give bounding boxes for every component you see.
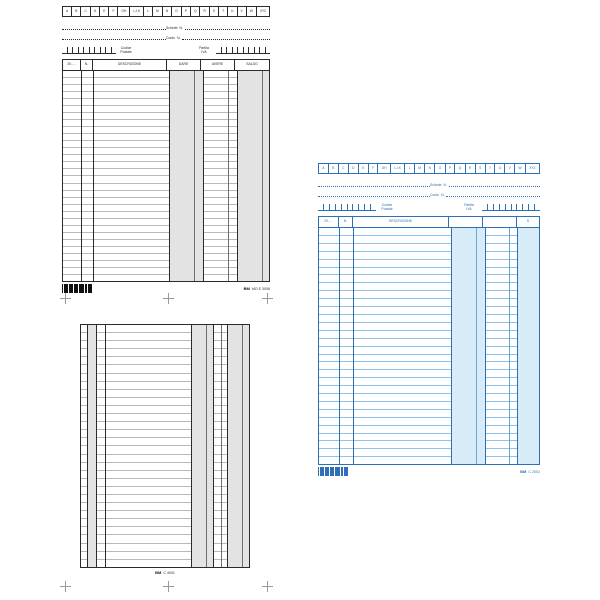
alpha-tab[interactable]: N — [425, 164, 435, 173]
alpha-tab[interactable]: B — [329, 164, 339, 173]
col-rule-8 — [227, 325, 228, 567]
col-rule-6 — [213, 325, 214, 567]
table-row — [81, 519, 249, 527]
table-row — [319, 386, 539, 394]
table-row — [319, 252, 539, 260]
registration-mark — [60, 293, 71, 304]
col-rule-dare-cents — [194, 71, 195, 281]
alpha-tab[interactable]: S — [476, 164, 486, 173]
partita-label: Partita — [464, 203, 474, 207]
table-row — [319, 362, 539, 370]
registration-mark — [262, 581, 273, 592]
conto-number-field[interactable] — [446, 190, 540, 197]
alpha-tab[interactable]: D — [349, 164, 359, 173]
table-row — [81, 390, 249, 398]
schede-blank[interactable] — [318, 180, 430, 187]
col-header-avere: AVERE — [201, 60, 235, 70]
barcode — [62, 284, 93, 293]
partita-iva-boxes[interactable] — [482, 204, 540, 211]
ledger-grid[interactable] — [318, 227, 540, 465]
table-row — [319, 394, 539, 402]
table-row — [319, 449, 539, 457]
table-row — [319, 307, 539, 315]
schede-number-label: N. — [443, 183, 447, 187]
col-header-n: N. — [339, 217, 353, 227]
schede-label: Schede — [166, 26, 178, 30]
conto-number-label: N. — [177, 36, 181, 40]
table-row — [319, 299, 539, 307]
alpha-tab[interactable]: Q — [191, 7, 201, 16]
ledger-header — [62, 59, 270, 70]
table-row — [81, 349, 249, 357]
table-row — [319, 339, 539, 347]
col-header-descrizione: DESCRIZIONE — [353, 217, 449, 227]
table-row — [319, 441, 539, 449]
conto-label: Conto — [166, 36, 176, 40]
table-row — [319, 323, 539, 331]
conto-blank[interactable] — [318, 190, 430, 197]
schede-number-field[interactable] — [449, 180, 540, 187]
schede-blank[interactable] — [62, 23, 166, 30]
alpha-tab[interactable]: Q — [455, 164, 465, 173]
col-header-saldo: SALDO — [246, 62, 258, 67]
table-row — [319, 228, 539, 236]
alpha-tab[interactable]: F — [109, 7, 118, 16]
alpha-tab[interactable]: E — [100, 7, 109, 16]
table-row — [81, 422, 249, 430]
col-header-avere — [483, 217, 517, 227]
col-rule-n — [93, 71, 94, 281]
table-row — [81, 560, 249, 567]
alpha-tab[interactable]: R — [466, 164, 476, 173]
alpha-tab[interactable]: O — [172, 7, 182, 16]
postale-label: Postale — [120, 50, 132, 54]
table-row — [81, 438, 249, 446]
ledger-grid[interactable] — [62, 70, 270, 282]
col-rule-dare — [203, 71, 204, 281]
ledger-rows — [81, 325, 249, 567]
product-code: C 4001 — [163, 570, 175, 575]
table-row — [319, 402, 539, 410]
table-row — [319, 275, 539, 283]
alpha-tab[interactable]: GH — [118, 7, 130, 16]
alpha-tab[interactable]: R — [200, 7, 209, 16]
conto-number-label: N. — [441, 193, 445, 197]
alphabet-index-bar — [318, 163, 540, 174]
alpha-tab[interactable]: P — [446, 164, 456, 173]
schede-number-label: N. — [179, 26, 183, 30]
alphabet-index-bar — [62, 6, 270, 17]
partita-label: Partita — [199, 46, 209, 50]
brand-logo: BM — [243, 286, 250, 291]
table-row — [319, 291, 539, 299]
table-row — [81, 511, 249, 519]
dare-column-shade — [169, 71, 203, 281]
table-row — [81, 325, 249, 333]
money-column-shade-1 — [191, 325, 213, 567]
table-row — [81, 495, 249, 503]
alpha-tab[interactable]: C — [339, 164, 349, 173]
table-row — [319, 244, 539, 252]
codice-label: Codice — [120, 46, 132, 50]
codice-postale-boxes[interactable] — [318, 204, 376, 211]
alpha-tab[interactable]: T — [486, 164, 496, 173]
col-header-dare: DARE — [167, 60, 201, 70]
registration-mark — [60, 581, 71, 592]
table-row — [319, 260, 539, 268]
codice-postale-boxes[interactable] — [62, 47, 116, 54]
table-row — [319, 283, 539, 291]
table-row — [319, 331, 539, 339]
ledger-rows — [319, 228, 539, 464]
table-row — [81, 333, 249, 341]
sheet-black-top — [62, 6, 270, 291]
iva-label: IVA — [466, 207, 472, 211]
alpha-tab[interactable]: D — [91, 7, 100, 16]
schede-line — [62, 23, 270, 30]
ledger-grid-plain[interactable] — [80, 324, 250, 568]
alpha-tab[interactable]: B — [72, 7, 81, 16]
col-rule-5 — [206, 325, 207, 567]
alpha-tab[interactable]: M — [415, 164, 425, 173]
sheet-blue-right — [318, 163, 540, 475]
col-rule-descrizione — [451, 228, 452, 464]
alpha-tab[interactable]: I-J-K — [391, 164, 405, 173]
sheet-footer — [80, 570, 250, 575]
col-rule-avere-cents — [509, 228, 510, 464]
table-row — [319, 370, 539, 378]
col-rule-7 — [221, 325, 222, 567]
col-rule-data — [81, 71, 82, 281]
table-row — [81, 544, 249, 552]
table-row — [81, 527, 249, 535]
alpha-tab[interactable]: XYZ — [529, 166, 536, 170]
registration-mark — [163, 581, 174, 592]
col-rule-avere-cents — [228, 71, 229, 281]
codes-strip — [62, 46, 270, 54]
col-header-data: 20..... — [63, 60, 81, 70]
alpha-tab[interactable]: V — [505, 164, 515, 173]
brand-logo: BM — [520, 469, 527, 474]
alpha-tab[interactable]: A — [319, 164, 329, 173]
col-rule-3 — [105, 325, 106, 567]
alpha-tab[interactable]: F — [369, 164, 379, 173]
alpha-tab[interactable]: P — [182, 7, 191, 16]
schede-line — [318, 180, 540, 187]
table-row — [81, 398, 249, 406]
table-row — [81, 446, 249, 454]
alpha-tab[interactable]: W — [515, 164, 526, 173]
table-row — [81, 487, 249, 495]
col-header-data: 20..... — [319, 217, 339, 227]
brand-logo: BM — [155, 570, 162, 575]
sheet-black-bottom — [80, 324, 250, 578]
col-header-descrizione: DESCRIZIONE — [93, 60, 167, 70]
table-row — [319, 418, 539, 426]
table-row — [319, 268, 539, 276]
table-row — [319, 426, 539, 434]
col-header-dare — [449, 217, 483, 227]
table-row — [81, 341, 249, 349]
table-row — [319, 457, 539, 464]
table-row — [319, 410, 539, 418]
table-row — [319, 236, 539, 244]
alpha-tab[interactable]: E — [359, 164, 369, 173]
col-rule-saldo-cents — [262, 71, 263, 281]
product-code: C 2001 — [528, 469, 540, 474]
col-rule-avere — [517, 228, 518, 464]
table-row — [319, 347, 539, 355]
alpha-tab[interactable]: A — [63, 7, 72, 16]
conto-line — [62, 33, 270, 40]
product-code: MO E 3008 — [251, 286, 270, 291]
col-header-n: N. — [81, 60, 93, 70]
barcode — [318, 467, 349, 476]
table-row — [81, 374, 249, 382]
dare-column-shade — [451, 228, 485, 464]
codes-strip — [318, 203, 540, 211]
iva-label: IVA — [201, 50, 207, 54]
conto-label: Conto — [430, 193, 440, 197]
col-rule-2 — [96, 325, 97, 567]
col-header-saldo: S — [526, 219, 530, 224]
alpha-tab[interactable]: N — [163, 7, 172, 16]
alpha-tab[interactable]: U — [495, 164, 505, 173]
col-rule-n — [353, 228, 354, 464]
left-margin-shade — [87, 325, 96, 567]
table-row — [81, 463, 249, 471]
codice-label: Codice — [381, 203, 393, 207]
table-row — [81, 357, 249, 365]
table-row — [319, 355, 539, 363]
registration-mark — [262, 293, 273, 304]
schede-label: Schede — [430, 183, 442, 187]
sheet-footer — [318, 467, 540, 476]
alpha-tab[interactable]: S — [210, 7, 219, 16]
spacer-boxes — [138, 48, 194, 54]
alpha-tab[interactable]: GH — [378, 164, 391, 173]
table-row — [81, 503, 249, 511]
col-rule-data — [339, 228, 340, 464]
table-row — [81, 535, 249, 543]
schede-number-field[interactable] — [185, 23, 270, 30]
table-row — [319, 434, 539, 442]
alpha-tab[interactable]: C — [81, 7, 90, 16]
table-row — [81, 479, 249, 487]
table-row — [81, 430, 249, 438]
table-row — [81, 382, 249, 390]
saldo-column-shade — [237, 71, 269, 281]
col-rule-1 — [87, 325, 88, 567]
col-rule-dare-cents — [476, 228, 477, 464]
col-rule-4 — [191, 325, 192, 567]
col-rule-avere — [237, 71, 238, 281]
alpha-tab[interactable]: M — [153, 7, 163, 16]
col-rule-9 — [242, 325, 243, 567]
table-row — [319, 315, 539, 323]
alpha-tab[interactable]: V — [238, 7, 247, 16]
table-row — [81, 455, 249, 463]
table-row — [81, 471, 249, 479]
alpha-tab[interactable]: L — [144, 7, 153, 16]
conto-blank[interactable] — [62, 33, 166, 40]
alpha-tab[interactable]: XYZ — [259, 9, 267, 13]
table-row — [81, 414, 249, 422]
conto-line — [318, 190, 540, 197]
saldo-column-shade — [517, 228, 539, 464]
alpha-tab[interactable]: I-J-K — [130, 7, 144, 16]
col-rule-dare — [485, 228, 486, 464]
ledger-header — [318, 216, 540, 227]
alpha-tab[interactable]: W — [247, 7, 257, 16]
table-row — [81, 552, 249, 560]
table-row — [81, 406, 249, 414]
money-column-shade-2 — [227, 325, 249, 567]
table-row — [81, 365, 249, 373]
col-rule-descrizione — [169, 71, 170, 281]
sheet-footer — [62, 284, 270, 293]
alpha-tab[interactable]: T — [219, 7, 228, 16]
postale-label: Postale — [381, 207, 393, 211]
partita-iva-boxes[interactable] — [216, 47, 270, 54]
alpha-tab[interactable]: U — [228, 7, 237, 16]
conto-number-field[interactable] — [182, 33, 270, 40]
registration-mark — [163, 293, 174, 304]
alpha-tab[interactable]: O — [435, 164, 445, 173]
alpha-tab[interactable]: L — [405, 164, 415, 173]
table-row — [319, 378, 539, 386]
